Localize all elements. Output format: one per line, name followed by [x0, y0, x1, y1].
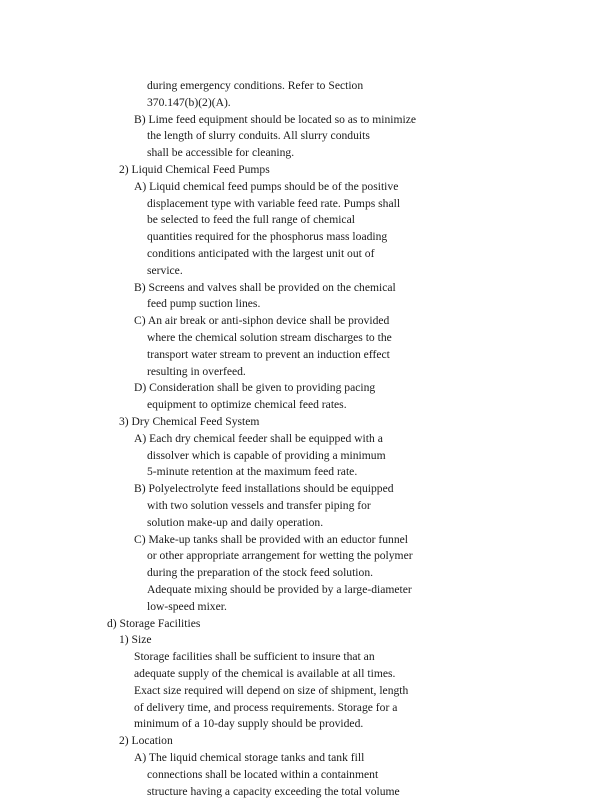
text-line: C) An air break or anti-siphon device shall be provided	[134, 314, 390, 328]
text-line: displacement type with variable feed rate. Pumps shall	[147, 196, 401, 210]
text-line: Adequate mixing should be provided by a large-diameter	[147, 583, 412, 596]
text-line: quantities required for the phosphorus mass loading	[147, 230, 388, 244]
section-heading: 2) Location	[119, 734, 173, 748]
text-line: D) Consideration shall be given to providing pacing	[134, 381, 376, 395]
text-line: service.	[147, 263, 183, 277]
text-line: solution make-up and daily operation.	[147, 515, 324, 529]
text-line: be selected to feed the full range of chemical	[147, 213, 355, 227]
text-line: with two solution vessels and transfer piping for	[147, 499, 371, 512]
text-line: of delivery time, and process requirements. Storage for a	[134, 700, 398, 714]
text-line: minimum of a 10-day supply should be provided.	[134, 717, 364, 731]
text-line: 5-minute retention at the maximum feed rate.	[147, 465, 358, 479]
section-heading: 3) Dry Chemical Feed System	[119, 415, 260, 428]
text-line: C) Make-up tanks shall be provided with an eductor funnel	[134, 532, 408, 546]
text-line: low-speed mixer.	[147, 599, 227, 613]
text-line: B) Lime feed equipment should be located so as to minimize	[134, 112, 417, 126]
text-line: A) Liquid chemical feed pumps should be of the positive	[134, 179, 399, 193]
text-line: during emergency conditions. Refer to Section	[147, 79, 364, 92]
text-line: Exact size required will depend on size of shipment, length	[134, 683, 409, 697]
text-line: conditions anticipated with the largest unit out of	[147, 247, 375, 260]
text-line: dissolver which is capable of providing a minimum	[147, 448, 386, 462]
text-line: connections shall be located within a containment	[147, 767, 379, 781]
text-line: shall be accessible for cleaning.	[147, 146, 295, 160]
text-line: where the chemical solution stream discharges to the	[147, 331, 392, 344]
section-heading: 2) Liquid Chemical Feed Pumps	[119, 163, 270, 176]
text-line: B) Polyelectrolyte feed installations should be equipped	[134, 482, 394, 496]
text-line: B) Screens and valves shall be provided on the chemical	[134, 280, 396, 294]
text-line: feed pump suction lines.	[147, 297, 261, 311]
text-line: transport water stream to prevent an induction effect	[147, 347, 390, 361]
section-heading: 1) Size	[119, 633, 152, 647]
text-line: structure having a capacity exceeding the total volume	[147, 784, 400, 798]
text-line: resulting in overfeed.	[147, 364, 246, 378]
text-line: Storage facilities shall be sufficient to insure that an	[134, 650, 375, 664]
text-line: A) Each dry chemical feeder shall be equipped with a	[134, 431, 383, 445]
text-line: 370.147(b)(2)(A).	[147, 95, 231, 109]
text-line: or other appropriate arrangement for wetting the polymer	[147, 549, 413, 563]
text-line: A) The liquid chemical storage tanks and tank fill	[134, 751, 365, 764]
section-heading: d) Storage Facilities	[107, 616, 201, 630]
text-line: equipment to optimize chemical feed rates.	[147, 398, 347, 412]
text-line: adequate supply of the chemical is available at all times.	[134, 667, 396, 680]
text-line: the length of slurry conduits. All slurry conduits	[147, 129, 370, 143]
text-line: during the preparation of the stock feed solution.	[147, 566, 374, 580]
